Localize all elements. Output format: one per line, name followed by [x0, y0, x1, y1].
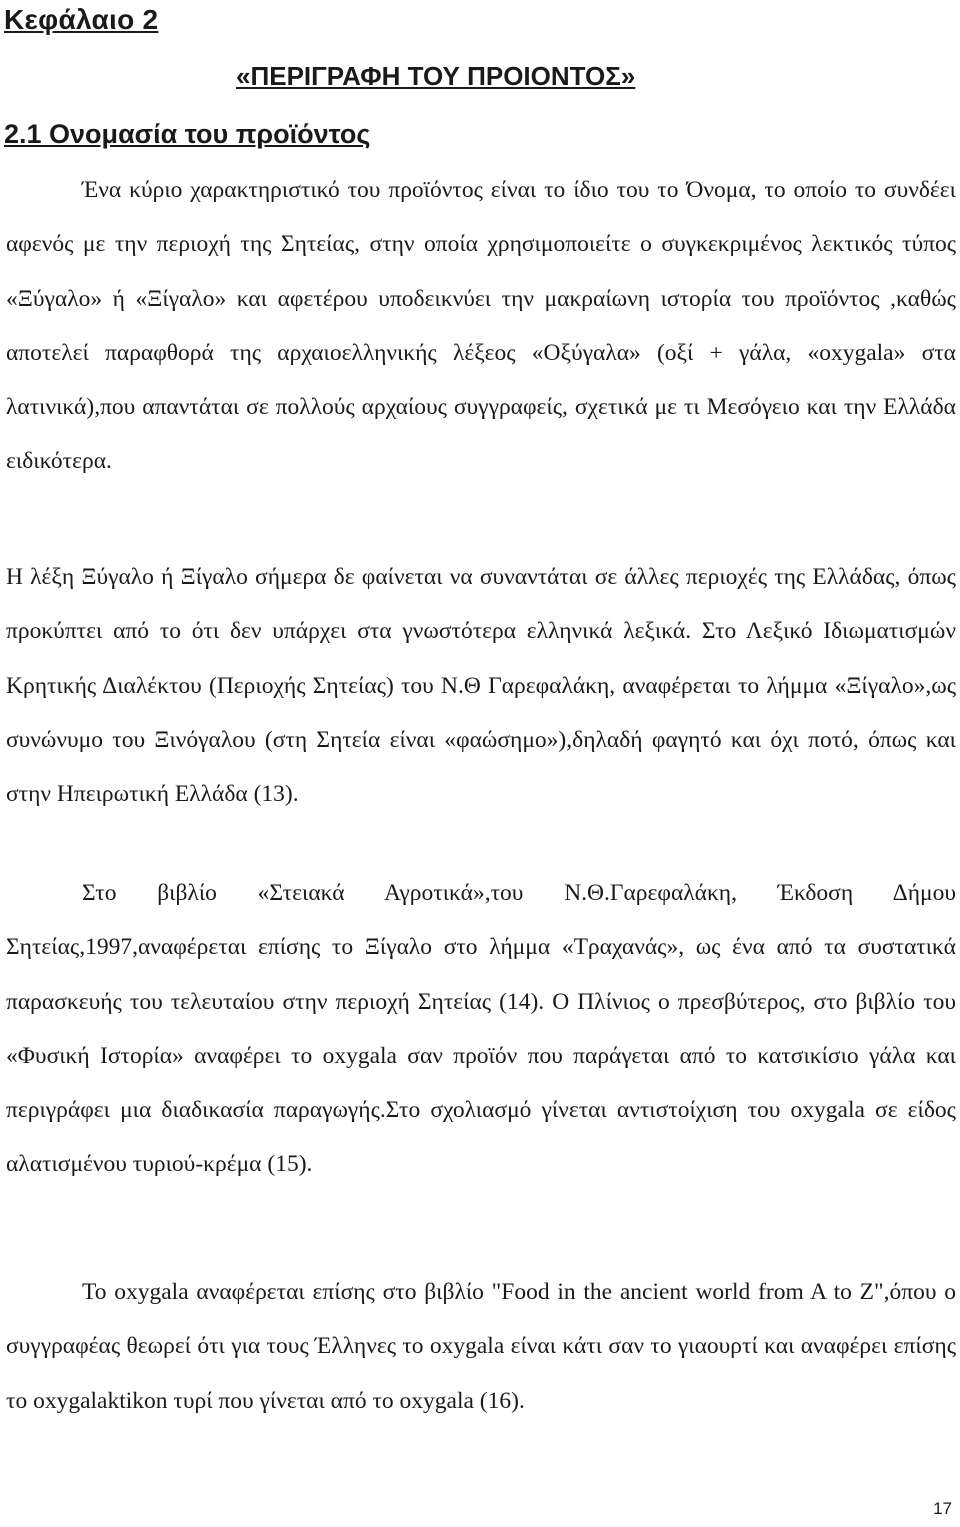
- section-heading: 2.1 Ονομασία του προϊόντος: [4, 119, 371, 149]
- page-number: 17: [933, 1499, 952, 1518]
- paragraph-3: Στο βιβλίο «Στειακά Αγροτικά»,του Ν.Θ.Γαρεφαλάκη, Έκδοση Δήμου Σητείας,1997,αναφέρεται επίσης το Ξίγαλο στο λήμμα «Τραχανάς», ως ένα από τα συστατικά παρασκευής του τελευταίου στην περιοχή Σητείας (14). Ο Πλίνιος ο πρεσβύτερος, στο βιβλίο του «Φυσική Ιστορία» αναφέρει το oxygala σαν προϊόν που παράγεται από το κατσικίσιο γάλα και περιγράφει μια διαδικασία παραγωγής.Στο σχολιασμό γίνεται αντιστοίχιση του oxygala σε είδος αλατισμένου τυριού-κρέμα (15).: [6, 880, 956, 1178]
- chapter-heading: Κεφάλαιο 2: [4, 4, 159, 35]
- chapter-title: «ΠΕΡΙΓΡΑΦΗ ΤΟΥ ΠΡΟΙΟΝΤΟΣ»: [236, 61, 636, 91]
- paragraph-4: Το oxygala αναφέρεται επίσης στο βιβλίο "Food in the ancient world from A to Z",όπου ο συγγραφέας θεωρεί ότι για τους Έλληνες το oxygala είναι κάτι σαν το γιαουρτί και αναφέρει επίσης το oxygalaktikon τυρί που γίνεται από το oxygala (16).: [6, 1279, 956, 1414]
- paragraph-2: Η λέξη Ξύγαλο ή Ξίγαλο σήμερα δε φαίνεται να συναντάται σε άλλες περιοχές της Ελλάδας, όπως προκύπτει από το ότι δεν υπάρχει στα γνωστότερα ελληνικά λεξικά. Στο Λεξικό Ιδιωματισμών Κρητικής Διαλέκτου (Περιοχής Σητείας) του Ν.Θ Γαρεφαλάκη, αναφέρεται το λήμμα «Ξίγαλο»,ως συνώνυμο του Ξινόγαλου (στη Σητεία είναι «φαώσημο»),δηλαδή φαγητό και όχι ποτό, όπως και στην Ηπειρωτική Ελλάδα (13).: [6, 564, 956, 808]
- paragraph-1: Ένα κύριο χαρακτηριστικό του προϊόντος είναι το ίδιο του το Όνομα, το οποίο το συνδέει αφενός με την περιοχή της Σητείας, στην οποία χρησιμοποιείτε ο συγκεκριμένος λεκτικός τύπος «Ξύγαλο» ή «Ξίγαλο» και αφετέρου υποδεικνύει την μακραίωνη ιστορία του προϊόντος ,καθώς αποτελεί παραφθορά της αρχαιοελληνικής λέξεος «Οξύγαλα» (οξί + γάλα, «oxygala» στα λατινικά),που απαντάται σε πολλούς αρχαίους συγγραφείς, σχετικά με τι Μεσόγειο και την Ελλάδα ειδικότερα.: [6, 177, 956, 475]
